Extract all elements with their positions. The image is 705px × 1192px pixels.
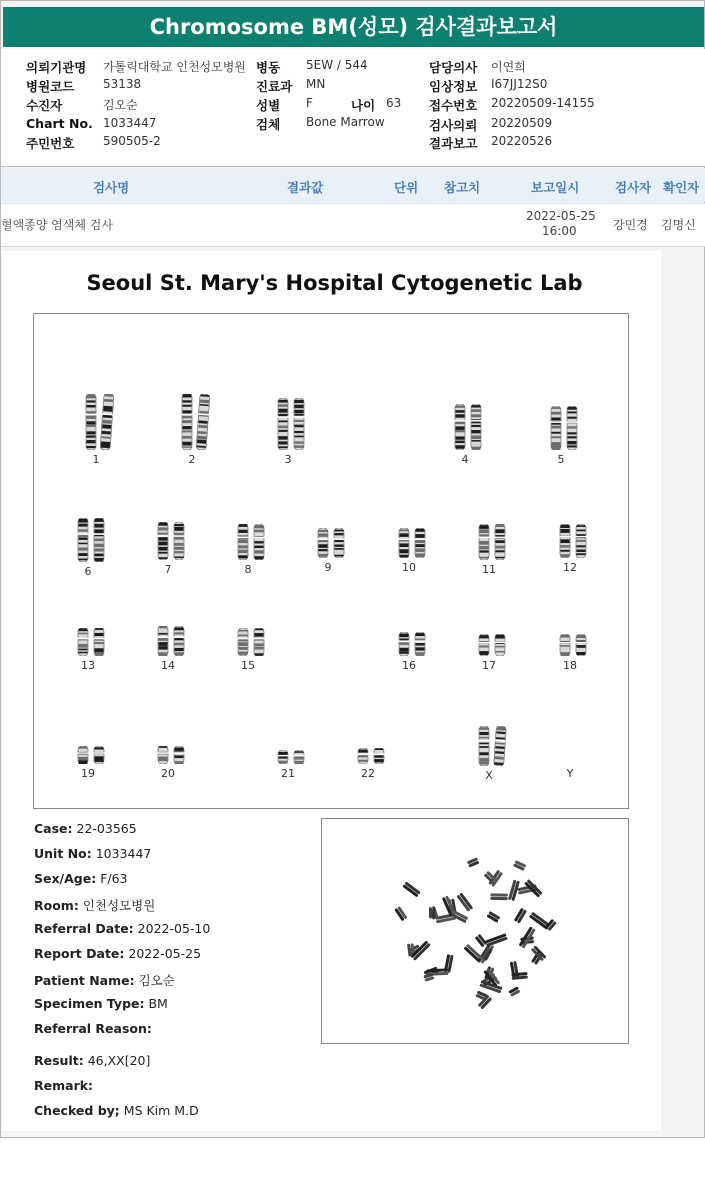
chromosome-pair-11 [459, 524, 519, 576]
label-doctor: 담당의사 [429, 60, 478, 75]
chromosome-Y-icon [550, 764, 590, 765]
karyotype-report [2, 251, 661, 1131]
chromosome-6-icon [68, 518, 108, 562]
col-result: 결과값 [287, 180, 324, 195]
chromosome-pair-6 [58, 518, 118, 578]
chromosome-label: 16 [402, 659, 416, 672]
chromosome-label: 8 [244, 563, 252, 576]
chromosome-4-icon [445, 404, 485, 450]
label-sex: 성별 [256, 98, 281, 113]
chromosome-label: 11 [482, 563, 496, 576]
table-row[interactable] [1, 203, 705, 247]
chromosome-label: 14 [161, 659, 175, 672]
col-unit: 단위 [394, 180, 419, 195]
chromosome-pair-19 [58, 746, 118, 780]
chromosome-pair-10 [379, 528, 439, 574]
value-receipt: 20220509-14155 [491, 96, 595, 110]
chromosome-20-icon [148, 746, 188, 764]
chromosome-11-icon [469, 524, 509, 560]
field-specimen-type: Specimen Type: BM [34, 996, 168, 1011]
chromosome-pair-Y [540, 764, 600, 780]
row-report-time: 16:00 [542, 224, 577, 238]
value-sex: F [306, 96, 313, 110]
chromosome-label: 4 [461, 453, 469, 466]
chromosome-3-icon [268, 398, 308, 450]
divider [1, 166, 705, 167]
chromosome-label: 17 [482, 659, 496, 672]
row-report-date: 2022-05-25 [526, 209, 596, 223]
row-tester: 강민경 [613, 218, 648, 232]
value-request: 20220509 [491, 116, 553, 130]
value-chart-no: 1033447 [103, 116, 157, 130]
label-specimen: 검체 [256, 117, 281, 132]
metaphase-image [321, 818, 629, 1044]
chromosome-label: 1 [92, 453, 100, 466]
value-age: 63 [386, 96, 402, 110]
value-hospital-code: 53138 [103, 77, 142, 91]
metaphase-spread-icon [322, 819, 628, 1043]
chromosome-pair-21 [258, 750, 318, 780]
chromosome-13-icon [68, 628, 108, 656]
table-header [1, 168, 705, 202]
value-specimen: Bone Marrow [306, 115, 385, 129]
chromosome-8-icon [228, 524, 268, 560]
label-patient: 수진자 [26, 98, 63, 113]
chromosome-10-icon [389, 528, 429, 558]
karyogram [33, 313, 629, 809]
chromosome-pair-5 [531, 406, 591, 466]
chromosome-22-icon [348, 748, 388, 764]
page-title: Chromosome BM(성모) 검사결과보고서 [3, 7, 704, 47]
chromosome-label: 15 [241, 659, 255, 672]
chromosome-label: 18 [563, 659, 577, 672]
label-request: 검사의뢰 [429, 118, 478, 133]
chromosome-15-icon [228, 628, 268, 656]
chromosome-pair-13 [58, 628, 118, 672]
label-dept: 진료과 [256, 79, 293, 94]
chromosome-16-icon [389, 632, 429, 656]
field-remark: Remark: [34, 1078, 94, 1093]
label-age: 나이 [351, 98, 376, 113]
value-result-report: 20220526 [491, 134, 553, 148]
value-resident-no: 590505-2 [103, 134, 161, 148]
field-referral-date: Referral Date: 2022-05-10 [34, 921, 211, 936]
chromosome-label: 20 [161, 767, 175, 780]
chromosome-2-icon [172, 394, 212, 450]
chromosome-pair-X [459, 726, 519, 782]
chromosome-pair-4 [435, 404, 495, 466]
field-report-date: Report Date: 2022-05-25 [34, 946, 202, 961]
label-org: 의뢰기관명 [26, 60, 87, 75]
chromosome-5-icon [541, 406, 581, 450]
chromosome-14-icon [148, 626, 188, 656]
label-ward: 병동 [256, 60, 281, 75]
value-clinical: I67JJ12S0 [491, 77, 548, 91]
field-case: Case: 22-03565 [34, 821, 137, 836]
chromosome-label: X [485, 769, 493, 782]
label-result-report: 결과보고 [429, 136, 478, 151]
chromosome-18-icon [550, 634, 590, 656]
col-confirmer: 확인자 [663, 180, 700, 195]
field-unit-no: Unit No: 1033447 [34, 846, 152, 861]
col-test-name: 검사명 [93, 180, 130, 195]
chromosome-pair-12 [540, 524, 600, 574]
value-dept: MN [306, 77, 326, 91]
chromosome-label: 3 [284, 453, 292, 466]
chromosome-label: 12 [563, 561, 577, 574]
chromosome-label: 21 [281, 767, 295, 780]
value-org: 가톨릭대학교 인천성모병원 [103, 60, 246, 74]
chromosome-label: 9 [324, 561, 332, 574]
col-tester: 검사자 [615, 180, 652, 195]
chromosome-pair-14 [138, 626, 198, 672]
col-reference: 참고치 [444, 180, 481, 195]
chromosome-pair-1 [66, 394, 126, 466]
chromosome-pair-16 [379, 632, 439, 672]
chromosome-pair-7 [138, 522, 198, 576]
chromosome-label: 13 [81, 659, 95, 672]
label-chart-no: Chart No. [26, 116, 93, 131]
chromosome-1-icon [76, 394, 116, 450]
chromosome-label: 10 [402, 561, 416, 574]
chromosome-17-icon [469, 634, 509, 656]
chromosome-label: 22 [361, 767, 375, 780]
field-checked-by: Checked by; MS Kim M.D [34, 1103, 199, 1118]
chromosome-label: 2 [188, 453, 196, 466]
label-receipt: 접수번호 [429, 98, 478, 113]
patient-info [1, 49, 705, 167]
chromosome-12-icon [550, 524, 590, 558]
chromosome-label: Y [566, 767, 574, 780]
label-hospital-code: 병원코드 [26, 79, 75, 94]
field-result: Result: 46,XX[20] [34, 1053, 151, 1068]
chromosome-21-icon [268, 750, 308, 764]
value-doctor: 이연희 [491, 60, 526, 74]
field-sex-age: Sex/Age: F/63 [34, 871, 128, 886]
chromosome-pair-20 [138, 746, 198, 780]
chromosome-label: 5 [557, 453, 565, 466]
chromosome-label: 6 [84, 565, 92, 578]
label-resident-no: 주민번호 [26, 136, 75, 151]
field-room: Room: 인천성모병원 [34, 898, 156, 913]
lab-title: Seoul St. Mary's Hospital Cytogenetic Lab [86, 271, 583, 295]
chromosome-pair-15 [218, 628, 278, 672]
chromosome-pair-8 [218, 524, 278, 576]
chromosome-label: 7 [164, 563, 172, 576]
field-referral-reason: Referral Reason: [34, 1021, 152, 1036]
field-patient-name: Patient Name: 김오순 [34, 973, 175, 988]
chromosome-pair-22 [338, 748, 398, 780]
col-report-date: 보고일시 [531, 180, 580, 195]
chromosome-9-icon [308, 528, 348, 558]
chromosome-X-icon [469, 726, 509, 766]
chromosome-pair-3 [258, 398, 318, 466]
chromosome-pair-2 [162, 394, 222, 466]
label-clinical: 임상정보 [429, 79, 478, 94]
row-test-name[interactable]: 혈액종양 염색체 검사 [1, 218, 113, 232]
chromosome-pair-9 [298, 528, 358, 574]
chromosome-7-icon [148, 522, 188, 560]
chromosome-19-icon [68, 746, 108, 764]
row-confirmer: 김명신 [661, 218, 696, 232]
chromosome-pair-17 [459, 634, 519, 672]
chromosome-label: 19 [81, 767, 95, 780]
chromosome-pair-18 [540, 634, 600, 672]
value-patient: 김오순 [103, 98, 138, 112]
value-ward: 5EW / 544 [306, 58, 368, 72]
